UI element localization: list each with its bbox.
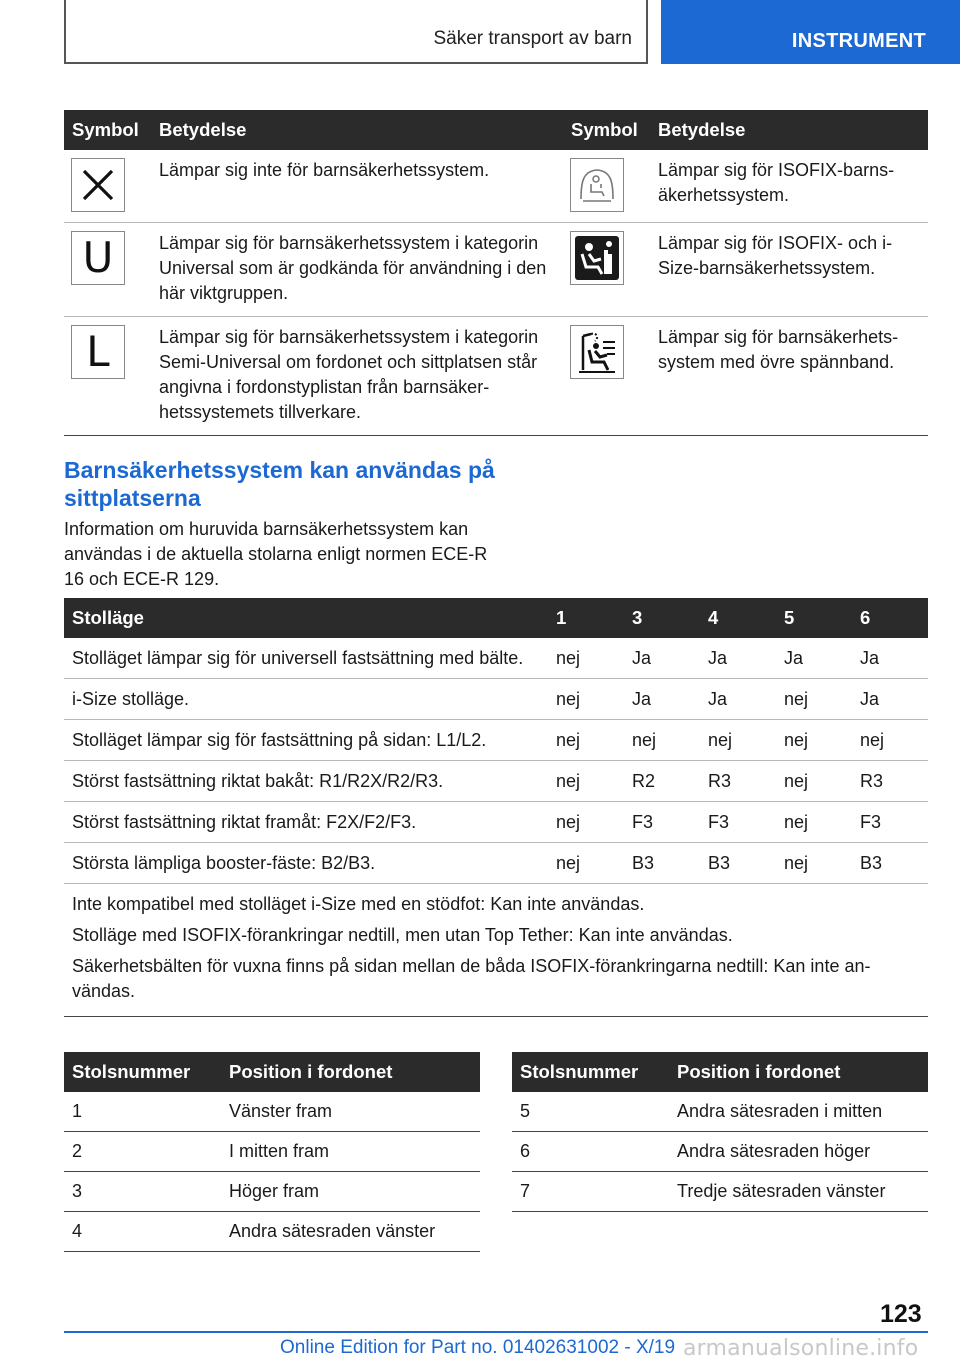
cell-value: nej: [548, 843, 624, 884]
header-symbol: Symbol: [563, 110, 650, 150]
header-vehicle-position: Position i fordonet: [221, 1052, 480, 1092]
universal-u-icon: [71, 231, 125, 285]
cell-value: Ja: [700, 679, 776, 720]
seat-table-header: [512, 1052, 928, 1092]
header-meaning: Betydelse: [151, 110, 563, 150]
header-seat-4: 4: [700, 598, 776, 638]
header-seat-5: 5: [776, 598, 852, 638]
cell-value: B3: [852, 843, 928, 884]
symbol-meaning: Lämpar sig för ISOFIX-barnsäkerhetssystem.: [650, 150, 928, 223]
header-symbol: Symbol: [64, 110, 151, 150]
header-seat-position: Stolläge: [64, 598, 548, 638]
symbol-meaning: Lämpar sig för barnsäkerhetssystem i kategorin Universal som är godkända för användning i den här viktgruppen.: [151, 223, 563, 317]
header-vehicle-position: Position i fordonet: [669, 1052, 928, 1092]
seat-position: Höger fram: [221, 1172, 480, 1212]
seat-position: Tredje sätesraden vänster: [669, 1172, 928, 1212]
table-note: Stolläge med ISOFIX-förankringar nedtill, men utan Top Tether: Kan inte användas.: [72, 925, 733, 945]
cell-value: F3: [700, 802, 776, 843]
seat-number: 1: [64, 1092, 221, 1132]
cell-value: nej: [700, 720, 776, 761]
table-row: [64, 1092, 480, 1132]
cell-value: Ja: [700, 638, 776, 679]
seat-number: 5: [512, 1092, 669, 1132]
symbol-meaning: Lämpar sig för barnsäkerhetssystem i kategorin Semi-Universal om fordonet och sittplatsen står angivna i fordonstyplistan från barnsäkerhetssystemets tillverkare.: [151, 317, 563, 436]
table-row: [64, 1212, 480, 1252]
cell-value: nej: [548, 720, 624, 761]
table-row: [512, 1092, 928, 1132]
symbol-meaning: Lämpar sig inte för barnsäkerhetssystem.: [151, 150, 563, 223]
top-tether-icon: [570, 325, 624, 379]
seat-number: 6: [512, 1132, 669, 1172]
table-note: Säkerhetsbälten för vuxna finns på sidan mellan de båda ISOFIX-förankringarna nedtill: Kan inte användas.: [72, 956, 871, 1001]
cross-icon: [71, 158, 125, 212]
cell-value: R3: [700, 761, 776, 802]
chapter-title: INSTRUMENT: [791, 30, 926, 52]
notes-row: [64, 884, 928, 1017]
header-meaning: Betydelse: [650, 110, 928, 150]
cell-value: nej: [776, 802, 852, 843]
section-title: Säker transport av barn: [433, 28, 632, 49]
cell-value: F3: [852, 802, 928, 843]
cell-value: Ja: [852, 679, 928, 720]
page-number: 123: [880, 1300, 922, 1328]
cell-value: nej: [624, 720, 700, 761]
header-seat-6: 6: [852, 598, 928, 638]
table-row: [512, 1172, 928, 1212]
seat-number: 3: [64, 1172, 221, 1212]
seat-position: Vänster fram: [221, 1092, 480, 1132]
seat-number: 7: [512, 1172, 669, 1212]
header-section-box: [64, 0, 648, 64]
table-row: [64, 1172, 480, 1212]
chapter-tab: [661, 0, 960, 64]
row-label: Störst fastsättning riktat framåt: F2X/F2/F3.: [64, 802, 548, 843]
table-row: [64, 720, 928, 761]
header-seat-number: Stolsnummer: [512, 1052, 669, 1092]
cell-value: nej: [852, 720, 928, 761]
symbol-table-header: [64, 110, 928, 150]
row-label: Stolläget lämpar sig för fastsättning på sidan: L1/L2.: [64, 720, 548, 761]
cell-value: F3: [624, 802, 700, 843]
row-label: Stolläget lämpar sig för universell fastsättning med bälte.: [64, 638, 548, 679]
table-row: [64, 150, 928, 223]
cell-value: B3: [624, 843, 700, 884]
symbol-letter: U: [82, 233, 114, 282]
cell-value: Ja: [624, 679, 700, 720]
table-row: [64, 679, 928, 720]
row-label: Största lämpliga booster-fäste: B2/B3.: [64, 843, 548, 884]
edition-text: Online Edition for Part no. 01402631002 - X/19: [280, 1337, 676, 1358]
table-row: [512, 1132, 928, 1172]
cell-value: Ja: [852, 638, 928, 679]
footer-divider: [64, 1331, 928, 1333]
cell-value: R3: [852, 761, 928, 802]
cell-value: Ja: [624, 638, 700, 679]
row-label: Störst fastsättning riktat bakåt: R1/R2X/R2/R3.: [64, 761, 548, 802]
symbol-meaning: Lämpar sig för barnsäkerhetssystem med övre spännband.: [650, 317, 928, 436]
cell-value: nej: [776, 720, 852, 761]
seat-number-table-left: [64, 1052, 480, 1252]
table-row: [64, 761, 928, 802]
semi-universal-l-icon: [71, 325, 125, 379]
section-heading: Barnsäkerhetssystem kan användas på sittplatserna: [64, 457, 495, 511]
cell-value: nej: [776, 761, 852, 802]
table-note: Inte kompatibel med stolläget i-Size med en stödfot: Kan inte användas.: [72, 894, 645, 914]
positions-table-header: [64, 598, 928, 638]
seat-number-table-right: [512, 1052, 928, 1212]
table-row: [64, 638, 928, 679]
isofix-isize-icon: [570, 231, 624, 285]
cell-value: nej: [548, 761, 624, 802]
table-row: [64, 317, 928, 436]
intro-paragraph: Information om huruvida barnsäkerhetssystem kan användas i de aktuella stolarna enligt normen ECE-R 16 och ECE-R 129.: [64, 519, 488, 589]
cell-value: nej: [548, 679, 624, 720]
watermark-text: armanualsonline.info: [683, 1336, 919, 1361]
header-seat-3: 3: [624, 598, 700, 638]
table-row: [64, 802, 928, 843]
seat-position: Andra sätesraden i mitten: [669, 1092, 928, 1132]
symbol-meaning: Lämpar sig för ISOFIX- och i-Size-barnsäkerhetssystem.: [650, 223, 928, 317]
symbol-letter: L: [86, 327, 110, 376]
isofix-seat-icon: [570, 158, 624, 212]
table-row: [64, 843, 928, 884]
row-label: i-Size stolläge.: [64, 679, 548, 720]
cell-value: Ja: [776, 638, 852, 679]
cell-value: nej: [776, 843, 852, 884]
cell-value: R2: [624, 761, 700, 802]
seat-number: 4: [64, 1212, 221, 1252]
header-seat-1: 1: [548, 598, 624, 638]
cell-value: nej: [548, 638, 624, 679]
header-seat-number: Stolsnummer: [64, 1052, 221, 1092]
seat-position: Andra sätesraden höger: [669, 1132, 928, 1172]
seat-position: Andra sätesraden vänster: [221, 1212, 480, 1252]
seat-table-header: [64, 1052, 480, 1092]
symbol-table: [64, 110, 928, 436]
table-row: [64, 1132, 480, 1172]
cell-value: nej: [548, 802, 624, 843]
seat-positions-table: [64, 598, 928, 1017]
table-row: [64, 223, 928, 317]
cell-value: nej: [776, 679, 852, 720]
seat-number: 2: [64, 1132, 221, 1172]
seat-position: I mitten fram: [221, 1132, 480, 1172]
cell-value: B3: [700, 843, 776, 884]
